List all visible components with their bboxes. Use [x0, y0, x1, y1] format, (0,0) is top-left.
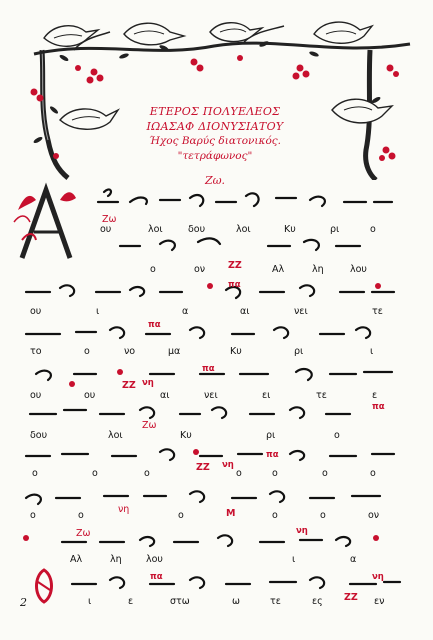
martyria-mark: νη [222, 460, 234, 470]
syllable: ο [84, 346, 90, 357]
syllable: Μ [226, 508, 236, 519]
syllable: λου [146, 554, 163, 565]
syllable: ο [150, 264, 156, 275]
title-line-1: ΕΤΕΡΟΣ ΠΟΛΥΕΛΕΟΣ [149, 105, 281, 118]
syllable: ον [368, 510, 380, 521]
syllable: ΖΖ [196, 462, 210, 473]
syllable: λοι [236, 224, 251, 235]
syllable: αι [160, 390, 170, 401]
syllable: μα [168, 346, 181, 357]
syllable: ρι [330, 224, 340, 235]
syllable: ρι [294, 346, 304, 357]
syllable: ε [128, 596, 134, 607]
syllable: ε [372, 390, 378, 401]
syllable: Ζω [142, 420, 157, 431]
syllable: ο [178, 510, 184, 521]
syllable: ο [236, 468, 242, 479]
martyria-mark: νη [296, 526, 308, 536]
syllable: ο [92, 468, 98, 479]
syllable: ο [370, 468, 376, 479]
syllable: ο [144, 468, 150, 479]
syllable: Κυ [230, 346, 242, 357]
mode-line: Ήχος Βαρύς διατονικός. "τετράφωνος" [149, 135, 281, 162]
syllable: Κυ [284, 224, 296, 235]
syllable: τε [316, 390, 327, 401]
syllable: ι [292, 554, 296, 565]
martyria-mark: νη [142, 378, 154, 388]
syllable: τε [270, 596, 281, 607]
syllable: ου [100, 224, 112, 235]
syllable: λη [110, 554, 122, 565]
syllable: ι [88, 596, 92, 607]
syllable: ο [334, 430, 340, 441]
syllable: νει [204, 390, 218, 401]
syllable: λοι [148, 224, 163, 235]
martyria-mark: πα [150, 572, 163, 582]
syllable: ΖΖ [228, 260, 242, 271]
syllable: ο [272, 510, 278, 521]
syllable: ο [370, 224, 376, 235]
syllable: α [182, 306, 189, 317]
syllable: ο [272, 468, 278, 479]
initial-letter-icon [14, 190, 76, 258]
syllable: λη [312, 264, 324, 275]
page-number: 2 [20, 596, 27, 609]
syllable: Ζω [76, 528, 91, 539]
syllable: λου [350, 264, 367, 275]
martyria-mark: πα [266, 450, 279, 460]
intonation-line: Ζω. [204, 174, 226, 187]
syllable: νει [294, 306, 308, 317]
syllable: ρι [266, 430, 276, 441]
syllable: τε [372, 306, 383, 317]
syllable: ες [312, 596, 323, 607]
syllable: εν [374, 596, 385, 607]
syllable: νο [124, 346, 136, 357]
syllable: ΖΖ [122, 380, 136, 391]
syllable: ο [320, 510, 326, 521]
syllable: ο [32, 468, 38, 479]
syllable: Κυ [180, 430, 192, 441]
syllable: Αλ [272, 264, 285, 275]
syllable: δου [30, 430, 48, 441]
syllable: το [30, 346, 42, 357]
martyria-mark: πα [148, 320, 161, 330]
syllable: ει [262, 390, 271, 401]
syllable: νη [118, 504, 130, 515]
syllable: Αλ [70, 554, 83, 565]
martyria-mark: νη [372, 572, 384, 582]
martyria-mark: πα [228, 280, 241, 290]
syllable: ω [232, 596, 240, 607]
syllable: ΖΖ [344, 592, 358, 603]
title-line-2: ΙΩΑΣΑΦ ΔΙΟΝΥΣΙΑΤΟΥ [146, 120, 284, 133]
syllable: ου [30, 390, 42, 401]
syllable: λοι [108, 430, 123, 441]
syllable: ο [322, 468, 328, 479]
syllable: ο [78, 510, 84, 521]
syllable: ου [84, 390, 96, 401]
syllable: αι [240, 306, 250, 317]
syllable: ι [370, 346, 374, 357]
syllable: ι [96, 306, 100, 317]
syllable: ον [194, 264, 206, 275]
syllable: ου [30, 306, 42, 317]
syllable: α [350, 554, 357, 565]
martyria-mark: πα [202, 364, 215, 374]
syllable: Ζω [102, 214, 117, 225]
syllable: ο [30, 510, 36, 521]
syllable: δου [188, 224, 206, 235]
syllable: στω [170, 596, 190, 607]
martyria-mark: πα [372, 402, 385, 412]
initial-letter-icon [37, 570, 52, 602]
